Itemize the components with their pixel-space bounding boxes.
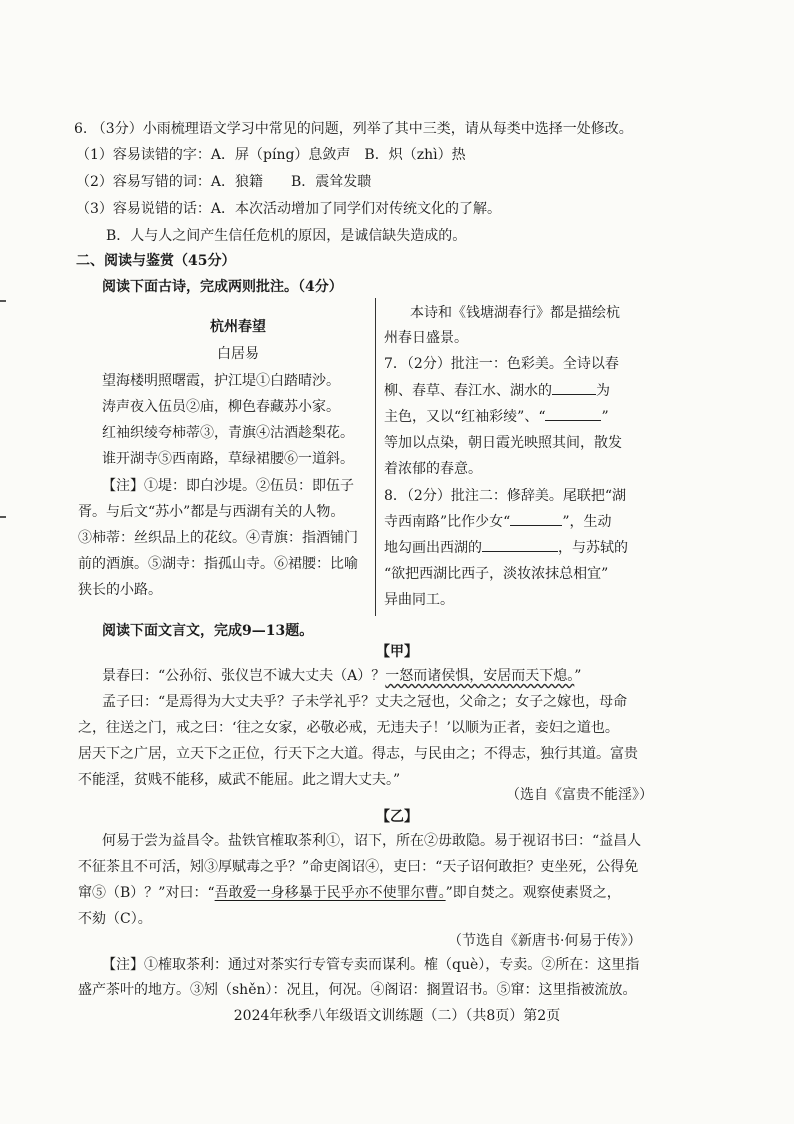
answer-blank[interactable]	[482, 537, 558, 552]
yi-line: 不劾（C）。	[78, 911, 152, 927]
poem-author: 白居易	[217, 346, 259, 362]
yi-note: 【注】①榷取茶利：通过对茶实行专管专卖而谋利。榷（què），专卖。②所在：这里指	[102, 957, 640, 973]
poem-line: 望海楼明照曙霞，护江堤①白踏晴沙。	[102, 373, 340, 389]
right-intro: 州春日盛景。	[384, 330, 468, 346]
q6-item2: （2）容易写错的词：A．狼籍 B．震耸发聩	[76, 174, 372, 190]
poem-intro: 阅读下面古诗，完成两则批注。（4分）	[102, 279, 343, 295]
yi-line: 窜⑤（B）？”对曰：“吾敢爱一身移暴于民乎亦不使罪尔曹。”即自焚之。观察使素贤之，	[78, 885, 621, 901]
poem-note: 【注】①堤：即白沙堤。②伍员：即伍子	[102, 478, 354, 494]
poem-line: 涛声夜入伍员②庙，柳色春藏苏小家。	[102, 399, 340, 415]
poem-note: 前的酒旗。⑤湖寺：指孤山寺。⑥裙腰：比喻	[78, 556, 358, 572]
yi-source: （节选自《新唐书·何易于传》）	[448, 933, 642, 949]
column-divider	[375, 298, 376, 616]
poem-line: 红袖织绫夸柿蒂③，青旗④沽酒趁梨花。	[102, 425, 354, 441]
answer-blank[interactable]	[510, 511, 562, 526]
q8-line: 异曲同工。	[384, 592, 454, 608]
yi-line: 不征茶且不可活，矧③厚赋毒之乎？”命吏阁诏④，吏曰：“天子诏何敢拒？吏坐死，公得免	[78, 859, 639, 875]
answer-blank[interactable]	[552, 380, 596, 395]
poem-title: 杭州春望	[210, 319, 266, 335]
jia-source: （选自《富贵不能淫》）	[506, 787, 653, 803]
page-footer: 2024年秋季八年级语文训练题（二）（共8页）第2页	[233, 1008, 561, 1024]
jia-line: 不能淫，贫贱不能移，威武不能屈。此之谓大丈夫。”	[78, 772, 401, 788]
yi-note: 盛产茶叶的地方。③矧（shěn）：况且，何况。④阁诏：搁置诏书。⑤窜：这里指被流放。	[78, 982, 637, 998]
q7-line: 等加以点染，朝日霞光映照其间，散发	[384, 435, 622, 451]
answer-blank[interactable]	[545, 406, 601, 421]
q7-line: 主色，又以“红袖彩绫”、“ ”	[384, 406, 609, 428]
scan-mark	[0, 516, 6, 518]
q6-item1: （1）容易读错的字：A．屏（píng）息敛声 B．炽（zhì）热	[76, 147, 466, 163]
q6-item3b: B．人与人之间产生信任危机的原因，是诚信缺失造成的。	[106, 228, 467, 244]
q6-stem: 6. （3分）小雨梳理语文学习中常见的问题，列举了其中三类，请从每类中选择一处修改。	[74, 121, 633, 137]
jia-line: 孟子曰：“是焉得为大丈夫乎？子未学礼乎？丈夫之冠也，父命之；女子之嫁也，母命	[102, 694, 628, 710]
classical-intro: 阅读下面文言文，完成9—13题。	[102, 623, 314, 639]
right-intro: 本诗和《钱塘湖春行》都是描绘杭	[410, 305, 620, 321]
q8-line: “欲把西湖比西子，淡妆浓抹总相宜”	[384, 566, 609, 582]
jia-line: 景春曰：“公孙衍、张仪岂不诚大丈夫（A）？一怒而诸侯惧，安居而天下熄。”	[102, 668, 582, 684]
section-title: 二、阅读与鉴赏（45分）	[76, 253, 236, 269]
underlined-sentence: 吾敢爱一身移暴于民乎亦不使罪尔曹。	[214, 885, 446, 901]
jia-line: 之，往送之门，戒之曰：‘往之女家，必敬必戒，无违夫子！’以顺为正者，妾妇之道也。	[78, 720, 619, 736]
jia-line: 居天下之广居，立天下之正位，行天下之大道。得志，与民由之；不得志，独行其道。富贵	[78, 746, 638, 762]
q7-line: 柳、春草、春江水、湖水的 为	[384, 380, 610, 402]
q8-line: 寺西南路”比作少女“ ”，生动	[384, 511, 612, 533]
q7-line: 着浓郁的春意。	[384, 461, 482, 477]
scan-mark	[0, 300, 6, 302]
poem-note: 胥。与后文“苏小”都是与西湖有关的人物。	[78, 504, 345, 520]
yi-line: 何易于尝为益昌令。盐铁官榷取茶利①，诏下，所在②毋敢隐。易于视诏书曰：“益昌人	[102, 833, 642, 849]
q7-line: 7．（2分）批注一：色彩美。全诗以春	[384, 356, 619, 372]
wavy-sentence: 一怒而诸侯惧，安居而天下熄。	[385, 668, 575, 684]
poem-line: 谁开湖寺⑤西南路，草绿裙腰⑥一道斜。	[102, 451, 354, 467]
q6-item3: （3）容易说错的话：A．本次活动增加了同学们对传统文化的了解。	[76, 201, 502, 217]
poem-note: 狭长的小路。	[78, 582, 162, 598]
q8-line: 8．（2分）批注二：修辞美。尾联把“湖	[384, 488, 626, 504]
passage-jia-title: 【甲】	[376, 644, 418, 660]
q8-line: 地勾画出西湖的 ，与苏轼的	[384, 537, 628, 559]
poem-note: ③柿蒂：丝织品上的花纹。④青旗：指酒铺门	[78, 530, 358, 546]
passage-yi-title: 【乙】	[376, 809, 418, 825]
